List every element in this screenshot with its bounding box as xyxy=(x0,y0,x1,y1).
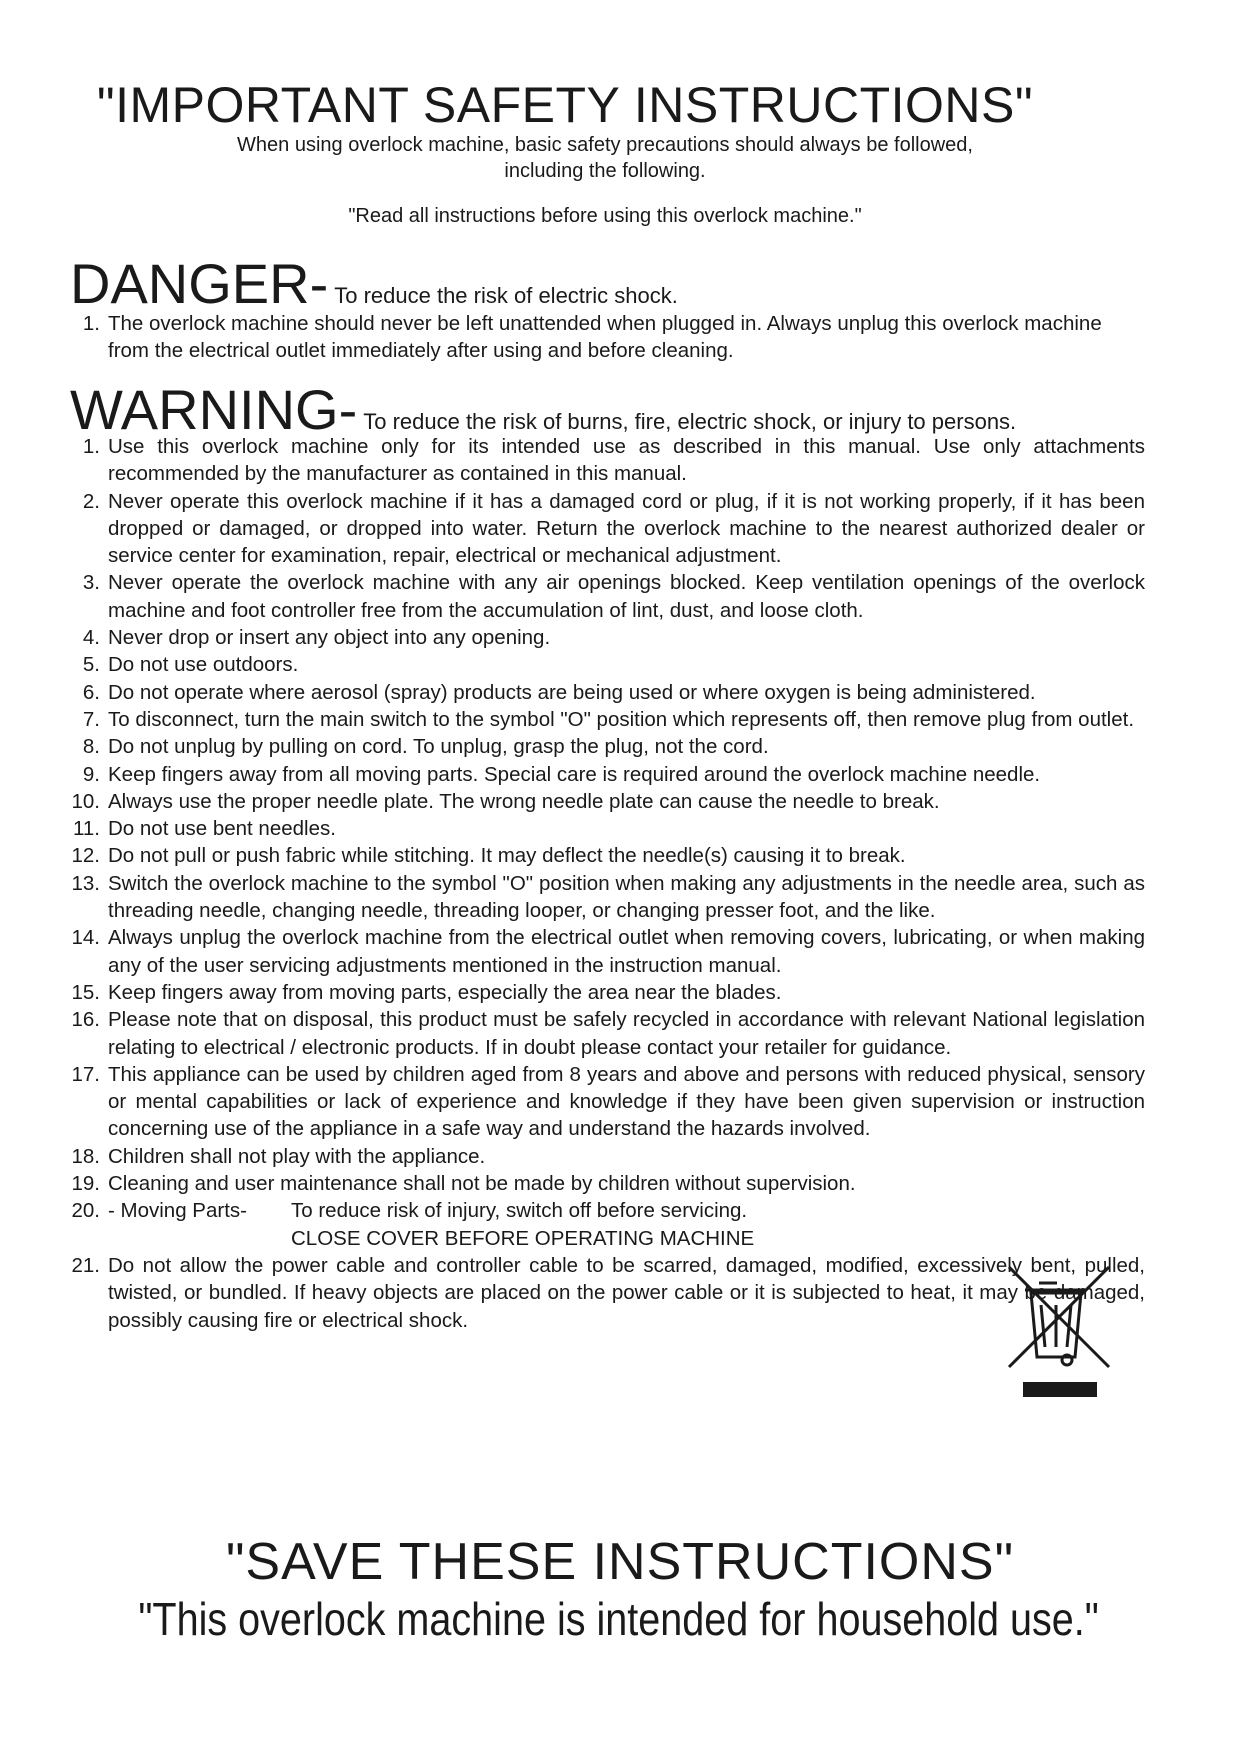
item-number: 8. xyxy=(82,735,100,759)
item-number: 13. xyxy=(71,871,100,895)
item-text: Do not allow the power cable and controller cable to be scarred, damaged, modified, excessively bent, pulled, twisted, or bundled. If heavy objects are placed on the power cable or it is subjected to heat, it may be damaged, possibly causing fire or electrical shock. xyxy=(108,1253,1145,1332)
item-text: The overlock machine should never be left unattended when plugged in. Always unplug this overlock machine from the electrical outlet immediately after using and before cleaning. xyxy=(108,312,1102,363)
item-text: Cleaning and user maintenance shall not be made by children without supervision. xyxy=(108,1172,856,1196)
item-text: Keep fingers away from all moving parts. Special care is required around the overlock machine needle. xyxy=(108,762,1041,786)
page-title: "IMPORTANT SAFETY INSTRUCTIONS" xyxy=(96,77,1034,133)
item-text: Never operate this overlock machine if it has a damaged cord or plug, if it is not working properly, if it has been dropped or damaged, or dropped into water. Return the overlock machine to the nearest authorized dealer or service center for examination, repair, electrical or mechanical adjustment. xyxy=(108,489,1145,568)
item-number: 15. xyxy=(71,980,100,1004)
list-item xyxy=(70,761,1145,788)
crossed-out-wheelie-bin-icon xyxy=(1005,1265,1115,1400)
item-number: 3. xyxy=(82,571,100,595)
item-number: 12. xyxy=(71,844,100,868)
item-text: Never operate the overlock machine with any air openings blocked. Keep ventilation openings of the overlock machine and foot controller free from the accumulation of lint, dust, and loose cloth. xyxy=(108,571,1145,622)
list-item xyxy=(70,651,1145,678)
item-text: Do not pull or push fabric while stitching. It may deflect the needle(s) causing it to break. xyxy=(108,844,906,868)
list-item xyxy=(70,433,1145,488)
intro-line-1: When using overlock machine, basic safety precautions should always be followed, xyxy=(237,134,973,156)
moving-parts-label: - Moving Parts- xyxy=(108,1199,247,1223)
list-item xyxy=(70,310,1145,365)
list-item xyxy=(70,924,1145,979)
item-number: 4. xyxy=(82,626,100,650)
list-item xyxy=(70,679,1145,706)
item-text: This appliance can be used by children aged from 8 years and above and persons with reduced physical, sensory or mental capabilities or lack of experience and knowledge if they have been given supervision or instruction concerning use of the appliance in a safe way and understand the hazards involved. xyxy=(108,1062,1145,1141)
read-all-note: "Read all instructions before using this overlock machine." xyxy=(348,205,862,227)
item-text: Do not unplug by pulling on cord. To unplug, grasp the plug, not the cord. xyxy=(108,735,769,759)
danger-heading xyxy=(70,252,678,315)
list-item xyxy=(70,788,1145,815)
item-number: 21. xyxy=(71,1253,100,1277)
item-text: Do not use outdoors. xyxy=(108,653,299,677)
warning-heading xyxy=(70,378,1017,441)
list-item xyxy=(70,870,1145,925)
close-cover-note: CLOSE COVER BEFORE OPERATING MACHINE xyxy=(291,1226,755,1250)
list-item xyxy=(70,624,1145,651)
item-text: Do not operate where aerosol (spray) products are being used or where oxygen is being administered. xyxy=(108,680,1036,704)
item-number: 6. xyxy=(82,680,100,704)
item-text: Children shall not play with the appliance. xyxy=(108,1144,486,1168)
item-number: 2. xyxy=(82,489,100,513)
item-number: 1. xyxy=(82,435,100,458)
item-text: Always unplug the overlock machine from the electrical outlet when removing covers, lubricating, or when making any of the user servicing adjustments mentioned in the instruction manual. xyxy=(108,926,1145,977)
item-text: Do not use bent needles. xyxy=(108,817,336,841)
list-item xyxy=(70,488,1145,570)
list-item xyxy=(70,1170,1023,1197)
intro-text xyxy=(100,132,1110,184)
intro-line-2: including the following. xyxy=(504,160,706,182)
item-text: Never drop or insert any object into any opening. xyxy=(108,626,551,650)
item-text: Keep fingers away from moving parts, especially the area near the blades. xyxy=(108,980,782,1004)
danger-subtitle: To reduce the risk of electric shock. xyxy=(334,283,678,308)
list-item xyxy=(70,569,1145,624)
list-item xyxy=(70,1006,1145,1061)
item-number: 10. xyxy=(71,789,100,813)
item-text: Always use the proper needle plate. The wrong needle plate can cause the needle to break. xyxy=(108,789,940,813)
list-item xyxy=(70,979,1145,1006)
save-instructions-banner: "SAVE THESE INSTRUCTIONS" xyxy=(225,1533,1015,1591)
list-item-moving-parts xyxy=(70,1197,1023,1252)
warning-label: WARNING- xyxy=(70,378,358,441)
item-number: 5. xyxy=(82,653,100,677)
warning-subtitle: To reduce the risk of burns, fire, electric shock, or injury to persons. xyxy=(363,409,1017,434)
item-number: 16. xyxy=(71,1008,100,1032)
warning-list xyxy=(70,433,1145,1334)
item-text: Use this overlock machine only for its intended use as described in this manual. Use only attachments recommended by the manufacturer as contained in this manual. xyxy=(108,435,1145,486)
list-item xyxy=(70,815,1145,842)
danger-label: DANGER- xyxy=(70,252,329,315)
list-item xyxy=(70,1252,1145,1334)
moving-parts-text: To reduce risk of injury, switch off before servicing. xyxy=(291,1199,748,1223)
danger-list xyxy=(70,310,1145,365)
list-item xyxy=(70,1061,1145,1143)
item-number: 14. xyxy=(71,926,100,950)
list-item xyxy=(70,842,1145,869)
item-number: 11. xyxy=(73,817,100,841)
item-number: 7. xyxy=(82,707,100,731)
item-number: 9. xyxy=(82,762,100,786)
item-text: To disconnect, turn the main switch to the symbol "O" position which represents off, then remove plug from outlet. xyxy=(108,707,1135,731)
list-item xyxy=(70,733,1145,760)
item-number: 19. xyxy=(71,1172,100,1196)
list-item xyxy=(70,706,1145,733)
item-text: Switch the overlock machine to the symbol "O" position when making any adjustments in the needle area, such as threading needle, changing needle, threading looper, or changing presser foot, and the like. xyxy=(108,871,1145,923)
household-use-note: "This overlock machine is intended for household use." xyxy=(138,1593,1099,1645)
list-item xyxy=(70,1143,1023,1170)
item-number: 20. xyxy=(71,1199,100,1223)
item-number: 1. xyxy=(82,312,100,335)
item-number: 17. xyxy=(71,1062,100,1086)
item-number: 18. xyxy=(71,1144,100,1168)
item-text: Please note that on disposal, this product must be safely recycled in accordance with relevant National legislation relating to electrical / electronic products. If in doubt please contact your retailer for guidance. xyxy=(108,1008,1145,1059)
